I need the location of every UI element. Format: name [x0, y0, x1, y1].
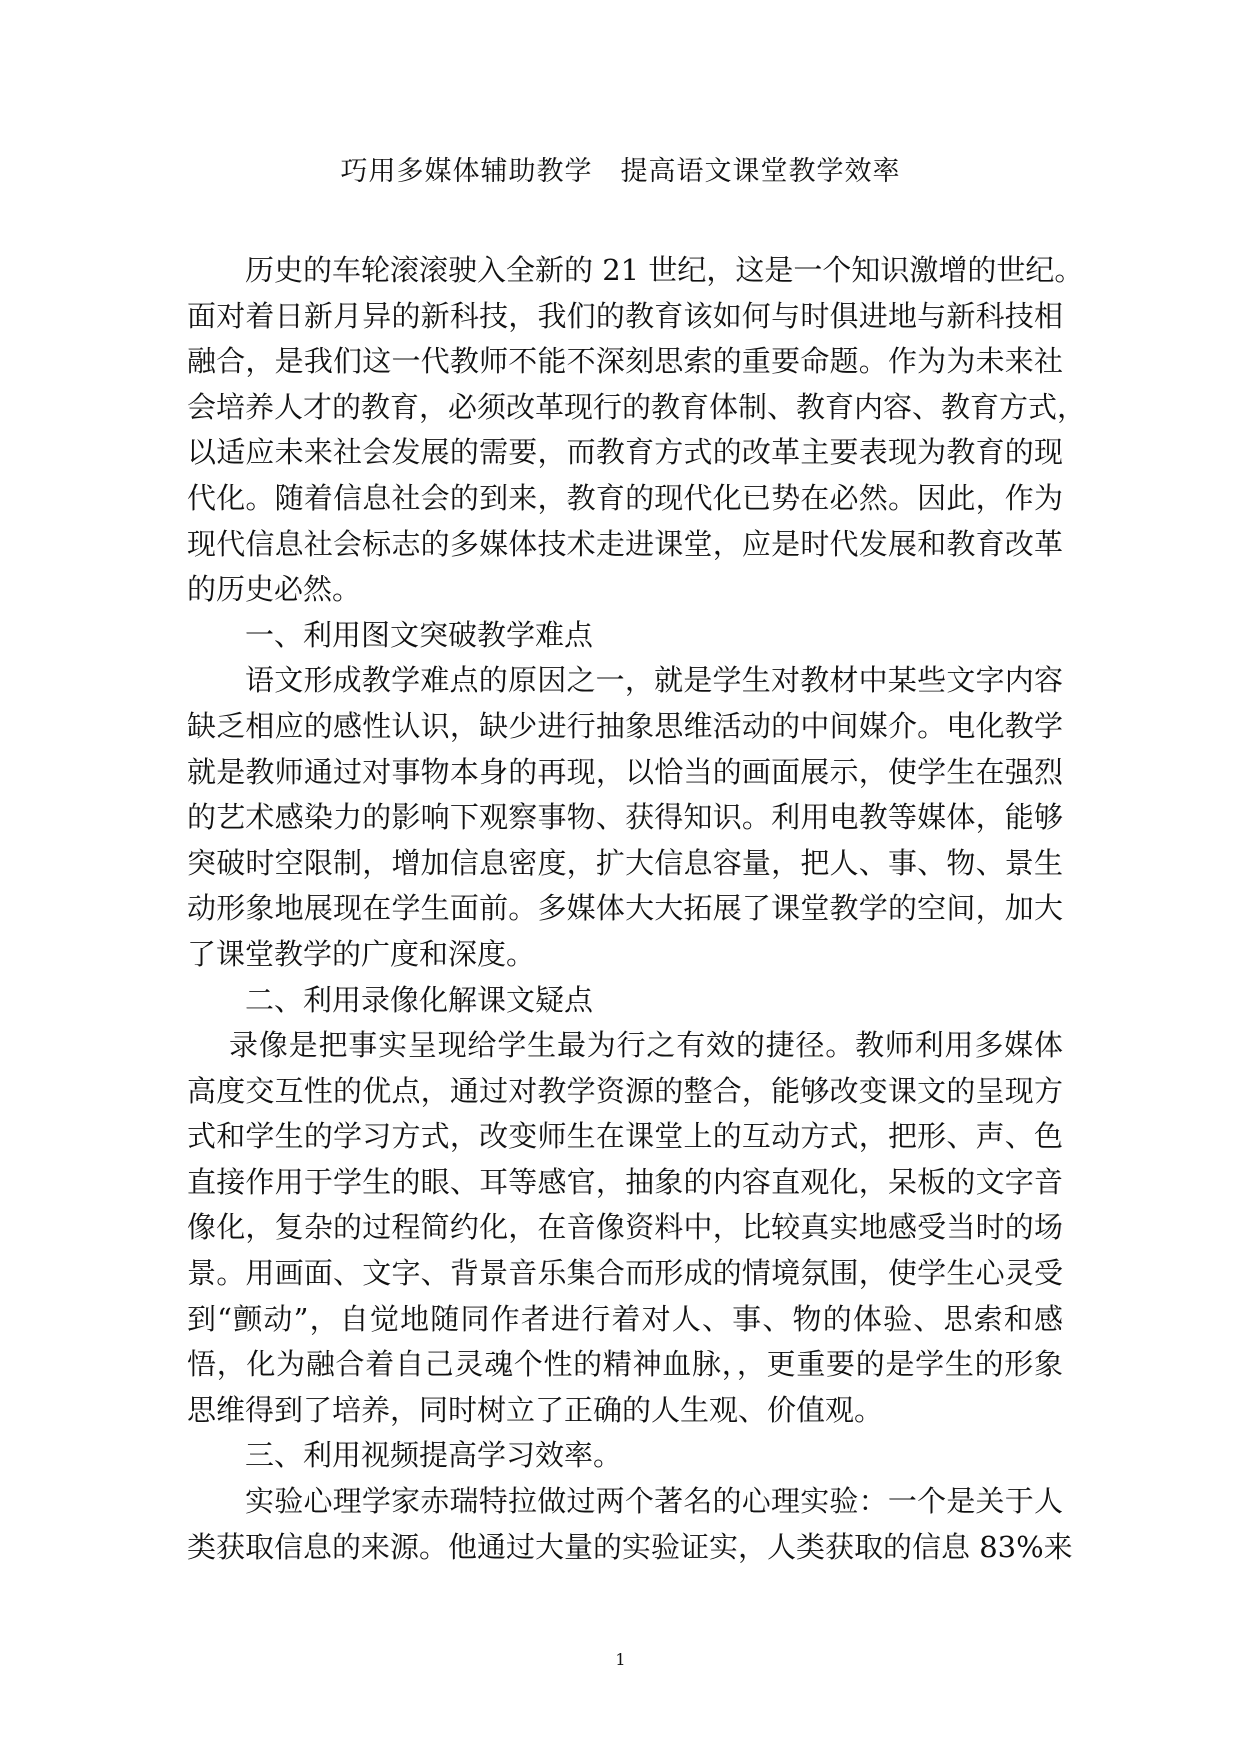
- text-line: 录像是把事实呈现给学生最为行之有效的捷径。教师利用多媒体: [229, 1028, 1063, 1063]
- text-line: 景。用画面、文字、背景音乐集合而形成的情境氛围，使学生心灵受: [187, 1256, 1063, 1291]
- text-line: 了课堂教学的广度和深度。: [187, 936, 536, 971]
- document-body: [187, 248, 1087, 1570]
- text-line: 动形象地展现在学生面前。多媒体大大拓展了课堂教学的空间，加大: [187, 891, 1063, 926]
- text-line: 现代信息社会标志的多媒体技术走进课堂，应是时代发展和教育改革: [187, 526, 1063, 561]
- text-line: 融合，是我们这一代教师不能不深刻思索的重要命题。作为为未来社: [187, 344, 1063, 379]
- text-line: 语文形成教学难点的原因之一，就是学生对教材中某些文字内容: [245, 663, 1063, 698]
- text-line: 历史的车轮滚滚驶入全新的 21 世纪，这是一个知识激增的世纪。: [245, 253, 1084, 287]
- section-heading: 二、利用录像化解课文疑点: [245, 982, 594, 1017]
- text-line: 代化。随着信息社会的到来，教育的现代化已势在必然。因此，作为: [187, 480, 1063, 515]
- text-line: 实验心理学家赤瑞特拉做过两个著名的心理实验：一个是关于人: [245, 1484, 1063, 1519]
- text-line: 面对着日新月异的新科技，我们的教育该如何与时俱进地与新科技相: [187, 298, 1063, 333]
- text-line: 的艺术感染力的影响下观察事物、获得知识。利用电教等媒体，能够: [187, 800, 1063, 835]
- text-line: 突破时空限制，增加信息密度，扩大信息容量，把人、事、物、景生: [187, 845, 1063, 880]
- text-line: 以适应未来社会发展的需要，而教育方式的改革主要表现为教育的现: [187, 435, 1063, 470]
- text-line: 高度交互性的优点，通过对教学资源的整合，能够改变课文的呈现方: [187, 1073, 1063, 1108]
- text-line: 像化，复杂的过程简约化，在音像资料中，比较真实地感受当时的场: [187, 1210, 1063, 1245]
- section-heading: 一、利用图文突破教学难点: [245, 617, 594, 652]
- section-heading: 三、利用视频提高学习效率。: [245, 1438, 623, 1473]
- document-title: 巧用多媒体辅助教学 提高语文课堂教学效率: [340, 156, 901, 187]
- text-line: 就是教师通过对事物本身的再现，以恰当的画面展示，使学生在强烈: [187, 754, 1063, 789]
- text-line: 类获取信息的来源。他通过大量的实验证实，人类获取的信息 83%来: [187, 1529, 1073, 1564]
- text-line: 到“颤动”，自觉地随同作者进行着对人、事、物的体验、思索和感: [187, 1301, 1063, 1336]
- text-line: 的历史必然。: [187, 572, 362, 607]
- text-line: 直接作用于学生的眼、耳等感官，抽象的内容直观化，呆板的文字音: [187, 1164, 1063, 1199]
- page-number: 1: [615, 1650, 626, 1669]
- text-line: 思维得到了培养，同时树立了正确的人生观、价值观。: [187, 1392, 884, 1427]
- text-line: 式和学生的学习方式，改变师生在课堂上的互动方式，把形、声、色: [187, 1119, 1063, 1154]
- text-line: 缺乏相应的感性认识，缺少进行抽象思维活动的中间媒介。电化教学: [187, 708, 1063, 743]
- text-line: 会培养人才的教育，必须改革现行的教育体制、教育内容、教育方式，: [187, 389, 1087, 424]
- text-line: 悟，化为融合着自己灵魂个性的精神血脉，，更重要的是学生的形象: [187, 1347, 1063, 1382]
